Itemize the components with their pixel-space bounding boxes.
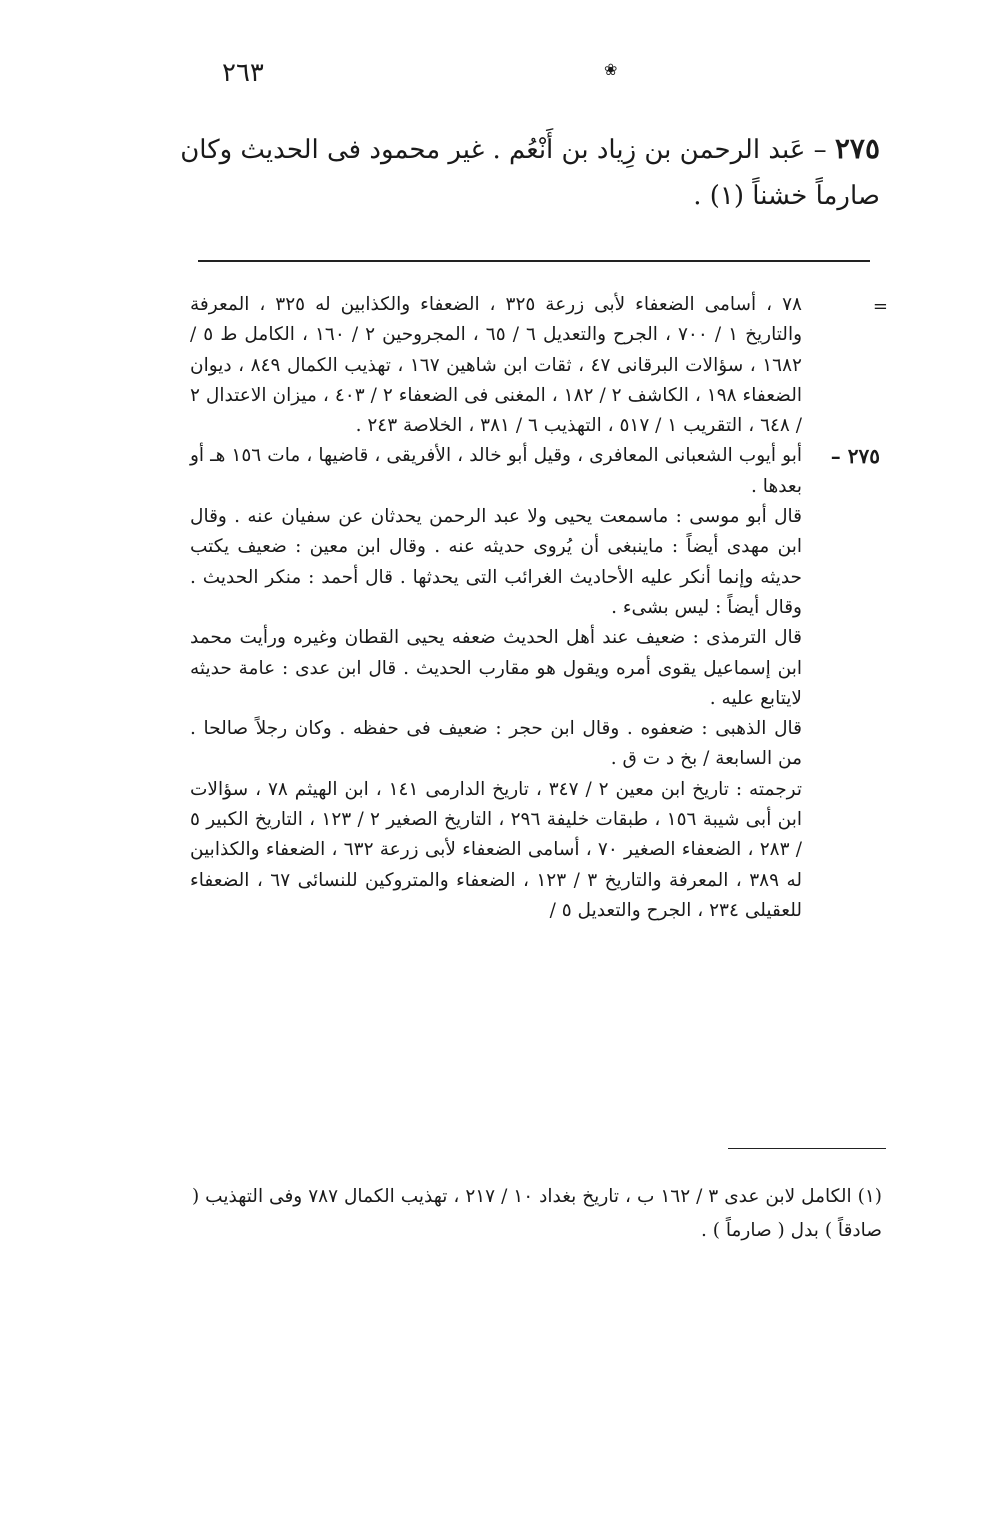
continued-note xyxy=(190,290,888,441)
page-number: ٢٦٣ xyxy=(222,58,264,88)
main-entry xyxy=(142,126,880,219)
entry-text: عَبد الرحمن بن زِياد بن أَنْعُم . غير محمود فى الحديث وكان صارماً خشناً (١) . xyxy=(180,135,880,211)
entry-dash: – xyxy=(805,135,835,165)
biography-paragraph: قال الذهبى : ضعفوه . وقال ابن حجر : ضعيف فى حفظه . وكان رجلاً صالحا . من السابعة / بخ د ت ق . xyxy=(190,718,802,770)
continued-references: ٧٨ ، أسامى الضعفاء لأبى زرعة ٣٢٥ ، الضعفاء والكذابين له ٣٢٥ ، المعرفة والتاريخ ١ / ٧٠٠ ، الجرح والتعديل ٦ / ٦٥ ، المجروحين ٢ / ١٦٠ ، الكامل ط ٥ / ١٦٨٢ ، سؤالات البرقانى ٤٧ ، ثقات ابن شاهين ١٦٧ ، تهذيب الكمال ٨٤٩ ، ديوان الضعفاء ١٩٨ ، الكاشف ٢ / ١٨٢ ، المغنى فى الضعفاء ٢ / ٤٠٣ ، ميزان الاعتدال ٢ / ٦٤٨ ، التقريب ١ / ٥١٧ ، التهذيب ٦ / ٣٨١ ، الخلاصة ٢٤٣ . xyxy=(190,294,803,437)
footnote-divider xyxy=(728,1148,886,1149)
biography-paragraph: أبو أيوب الشعبانى المعافرى ، وقيل أبو خالد ، الأفريقى ، قاضيها ، مات ١٥٦ هـ أو بعدها . xyxy=(190,445,802,497)
footnote: (١) الكامل لابن عدى ٣ / ١٦٢ ب ، تاريخ بغداد ١٠ / ٢١٧ ، تهذيب الكمال ٧٨٧ وفى التهذيب ( صادقاً ) بدل ( صارماً ) . xyxy=(192,1186,883,1241)
notes-section xyxy=(190,290,888,926)
section-divider xyxy=(198,260,870,262)
biography-note xyxy=(190,441,880,926)
biography-paragraph: قال الترمذى : ضعيف عند أهل الحديث ضعفه يحيى القطان وغيره ورأيت محمد ابن إسماعيل يقوى أمره ويقول هو مقارب الحديث . قال ابن عدى : عامة حديثه لايتابع عليه . xyxy=(190,627,802,709)
biography-paragraph: ترجمته : تاريخ ابن معين ٢ / ٣٤٧ ، تاريخ الدارمى ١٤١ ، ابن الهيثم ٧٨ ، سؤالات ابن أبى شيبة ١٥٦ ، طبقات خليفة ٢٩٦ ، التاريخ الصغير ٢ / ١٢٣ ، التاريخ الكبير ٥ / ٢٨٣ ، الضعفاء الصغير ٧٠ ، أسامى الضعفاء لأبى زرعة ٦٣٢ ، الضعفاء والكذابين له ٣٨٩ ، المعرفة والتاريخ ٣ / ١٢٣ ، الضعفاء والمتروكين للنسائى ٦٧ ، الضعفاء للعقيلى ٢٣٤ ، الجرح والتعديل ٥ / xyxy=(190,778,802,921)
biography-paragraph: قال أبو موسى : ماسمعت يحيى ولا عبد الرحمن يحدثان عن سفيان عنه . وقال ابن مهدى أيضاً : ماينبغى أن يُروى حديثه عنه . وقال ابن معين : ضعيف يكتب حديثه وإنما أنكر عليه الأحاديث الغرائب التى يحدثها . قال أحمد : منكر الحديث . وقال أيضاً : ليس بشىء . xyxy=(190,506,802,618)
biography-number: ٢٧٥ – xyxy=(830,444,880,469)
ornament-icon: ❀ xyxy=(604,60,618,79)
entry-number: ٢٧٥ xyxy=(834,132,880,165)
continuation-marker: = xyxy=(872,296,888,317)
